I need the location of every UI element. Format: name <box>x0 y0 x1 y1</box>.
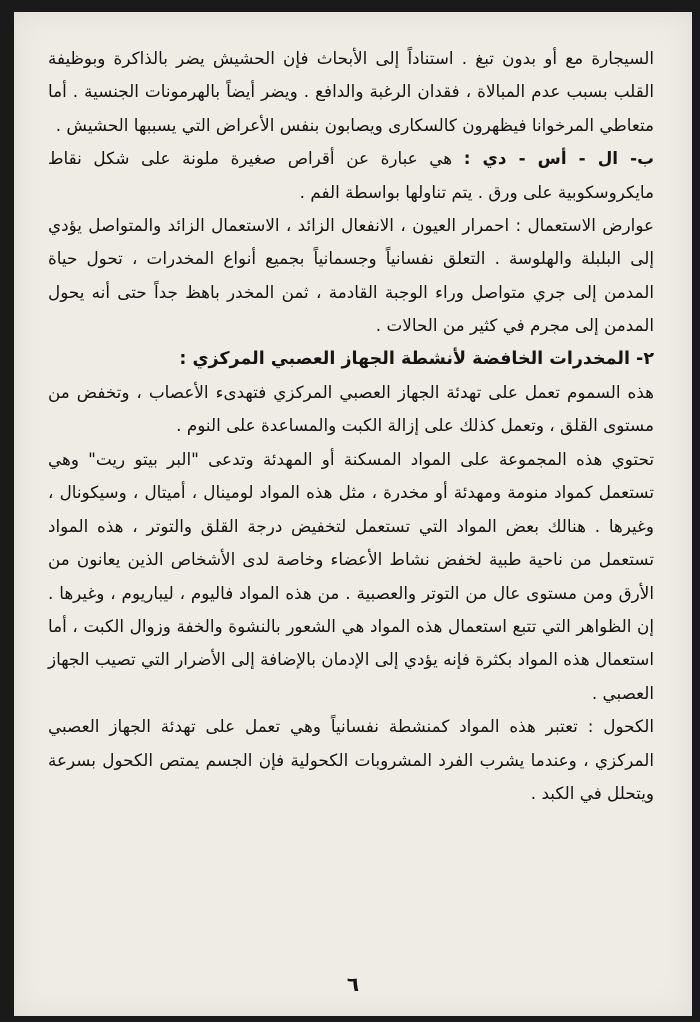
book-page <box>14 12 692 1016</box>
paragraph-alcohol: الكحول : تعتبر هذه المواد كمنشطة نفسانياً وهي تعمل على تهدئة الجهاز العصبي المركزي ، وعندما يشرب الفرد المشروبات الكحولية فإن الجسم يمتص الكحول بسرعة ويتحلل في الكبد . <box>48 716 654 803</box>
lsd-label: ب- ال - أس - دي : <box>463 148 654 169</box>
lsd-description: هي عبارة عن أقراص صغيرة ملونة على شكل نقاط مايكروسكوبية على ورق . يتم تناولها بواسطة الفم . <box>48 148 654 202</box>
section-heading: ٢- المخدرات الخافضة لأنشطة الجهاز العصبي المركزي : <box>179 348 654 369</box>
page-number: ٦ <box>346 972 360 996</box>
paragraph-sedatives: تحتوي هذه المجموعة على المواد المسكنة أو المهدئة وتدعى "البر بيتو ريت" وهي تستعمل كمواد منومة ومهدئة أو مخدرة ، مثل هذه المواد لومينال ، أميتال ، وسيكونال ، وغيرها . هنالك بعض المواد التي تستعمل لتخفيض درجة القلق والتوتر ، هذه المواد تستعمل من ناحية طبية لخفض نشاط الأعضاء وخاصة لدى الأشخاص الذين يعانون من الأرق ومن مستوى عال من التوتر والعصبية . من هذه المواد فاليوم ، ليباريوم ، وغيرها . إن الظواهر التي تتبع استعمال هذه المواد هي الشعور بالنشوة والخفة وزوال الكبت ، أما استعمال هذه المواد بكثرة فإنه يؤدي إلى الإدمان بالإضافة إلى الأضرار التي تصيب الجهاز العصبي . <box>48 448 654 703</box>
paragraph-lsd <box>48 142 654 209</box>
body-text <box>48 42 654 810</box>
paragraph-hashish: السيجارة مع أو بدون تبغ . استناداً إلى الأبحاث فإن الحشيش يضر بالذاكرة وبوظيفة القلب بسبب عدم المبالاة ، فقدان الرغبة والدافع . ويضر أيضاً بالهرمونات الجنسية . أما متعاطي المرخوانا فيظهرون كالسكارى ويصابون بنفس الأعراض التي يسببها الحشيش . <box>48 48 654 135</box>
paragraph-depressants: هذه السموم تعمل على تهدئة الجهاز العصبي المركزي فتهدىء الأعصاب ، وتخفض من مستوى القلق ، وتعمل كذلك على إزالة الكبت والمساعدة على النوم . <box>48 382 654 436</box>
paragraph-usage-symptoms: عوارض الاستعمال : احمرار العيون ، الانفعال الزائد ، الاستعمال الزائد والمتواصل يؤدي إلى البلبلة والهلوسة . التعلق نفسانياً وجسمانياً بجميع أنواع المخدرات ، تحول حياة المدمن إلى جري متواصل وراء الوجبة القادمة ، ثمن المخدر باهظ جداً حتى أنه يحول المدمن إلى مجرم في كثير من الحالات . <box>48 215 654 336</box>
